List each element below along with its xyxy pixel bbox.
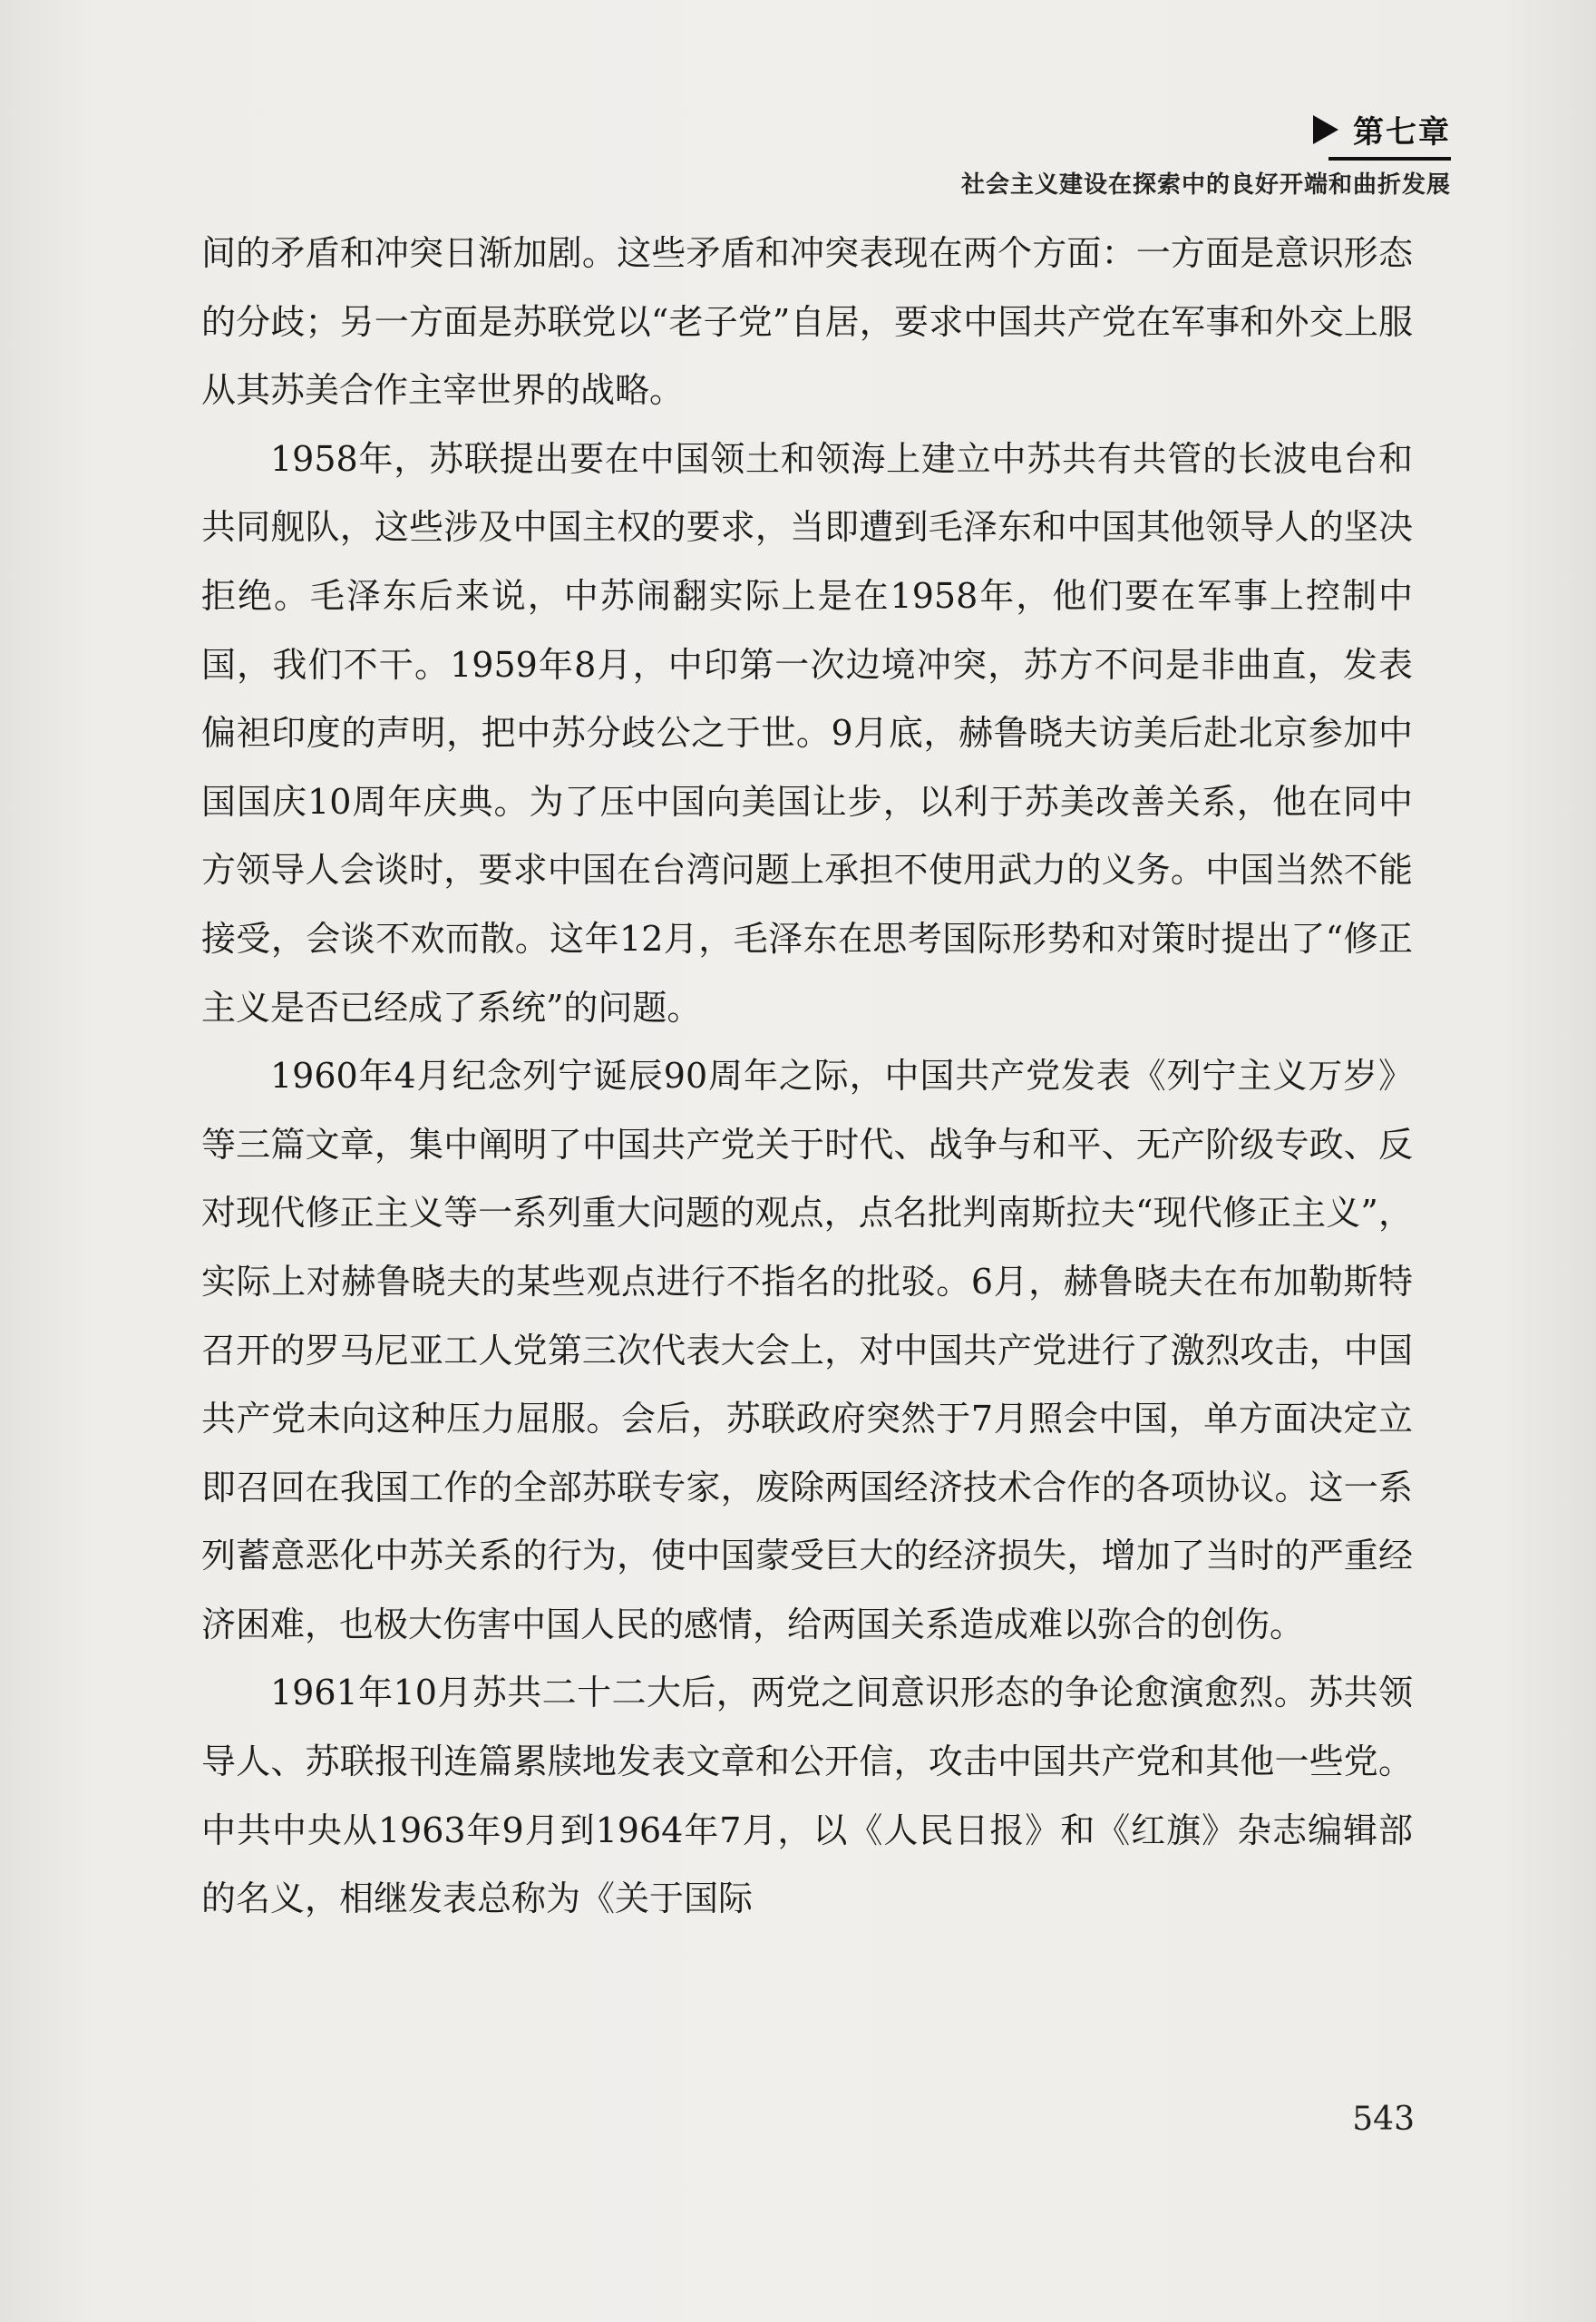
running-header	[961, 107, 1451, 200]
chapter-label: 第七章	[1353, 114, 1451, 151]
page-number: 543	[1352, 2101, 1415, 2138]
triangle-marker-icon	[1313, 115, 1338, 144]
paragraph: 1960年4月纪念列宁诞辰90周年之际，中国共产党发表《列宁主义万岁》等三篇文章，集中阐明了中国共产党关于时代、战争与和平、无产阶级专政、反对现代修正主义等一系列重大问题的观点，点名批判南斯拉夫“现代修正主义”，实际上对赫鲁晓夫的某些观点进行不指名的批驳。6月，赫鲁晓夫在布加勒斯特召开的罗马尼亚工人党第三次代表大会上，对中国共产党进行了激烈攻击，中国共产党未向这种压力屈服。会后，苏联政府突然于7月照会中国，单方面决定立即召回在我国工作的全部苏联专家，废除两国经济技术合作的各项协议。这一系列蓄意恶化中苏关系的行为，使中国蒙受巨大的经济损失，增加了当时的严重经济困难，也极大伤害中国人民的感情，给两国关系造成难以弥合的创伤。	[201, 1056, 1413, 1644]
paragraph: 1961年10月苏共二十二大后，两党之间意识形态的争论愈演愈烈。苏共领导人、苏联报刊连篇累牍地发表文章和公开信，攻击中国共产党和其他一些党。中共中央从1963年9月到1964年7月，以《人民日报》和《红旗》杂志编辑部的名义，相继发表总称为《关于国际	[201, 1673, 1413, 1919]
paragraph: 1958年，苏联提出要在中国领土和领海上建立中苏共有共管的长波电台和共同舰队，这些涉及中国主权的要求，当即遭到毛泽东和中国其他领导人的坚决拒绝。毛泽东后来说，中苏闹翻实际上是在1958年，他们要在军事上控制中国，我们不干。1959年8月，中印第一次边境冲突，苏方不问是非曲直，发表偏袒印度的声明，把中苏分歧公之于世。9月底，赫鲁晓夫访美后赴北京参加中国国庆10周年庆典。为了压中国向美国让步，以利于苏美改善关系，他在同中方领导人会谈时，要求中国在台湾问题上承担不使用武力的义务。中国当然不能接受，会谈不欢而散。这年12月，毛泽东在思考国际形势和对策时提出了“修正主义是否已经成了系统”的问题。	[201, 438, 1413, 1028]
header-rule	[1328, 157, 1451, 161]
chapter-line	[961, 107, 1451, 151]
paragraph-continued: 间的矛盾和冲突日渐加剧。这些矛盾和冲突表现在两个方面：一方面是意识形态的分歧；另一方面是苏联党以“老子党”自居，要求中国共产党在军事和外交上服从其苏美合作主宰世界的战略。	[201, 233, 1413, 411]
chapter-subtitle: 社会主义建设在探索中的良好开端和曲折发展	[960, 171, 1451, 199]
body-text	[201, 220, 1413, 1934]
